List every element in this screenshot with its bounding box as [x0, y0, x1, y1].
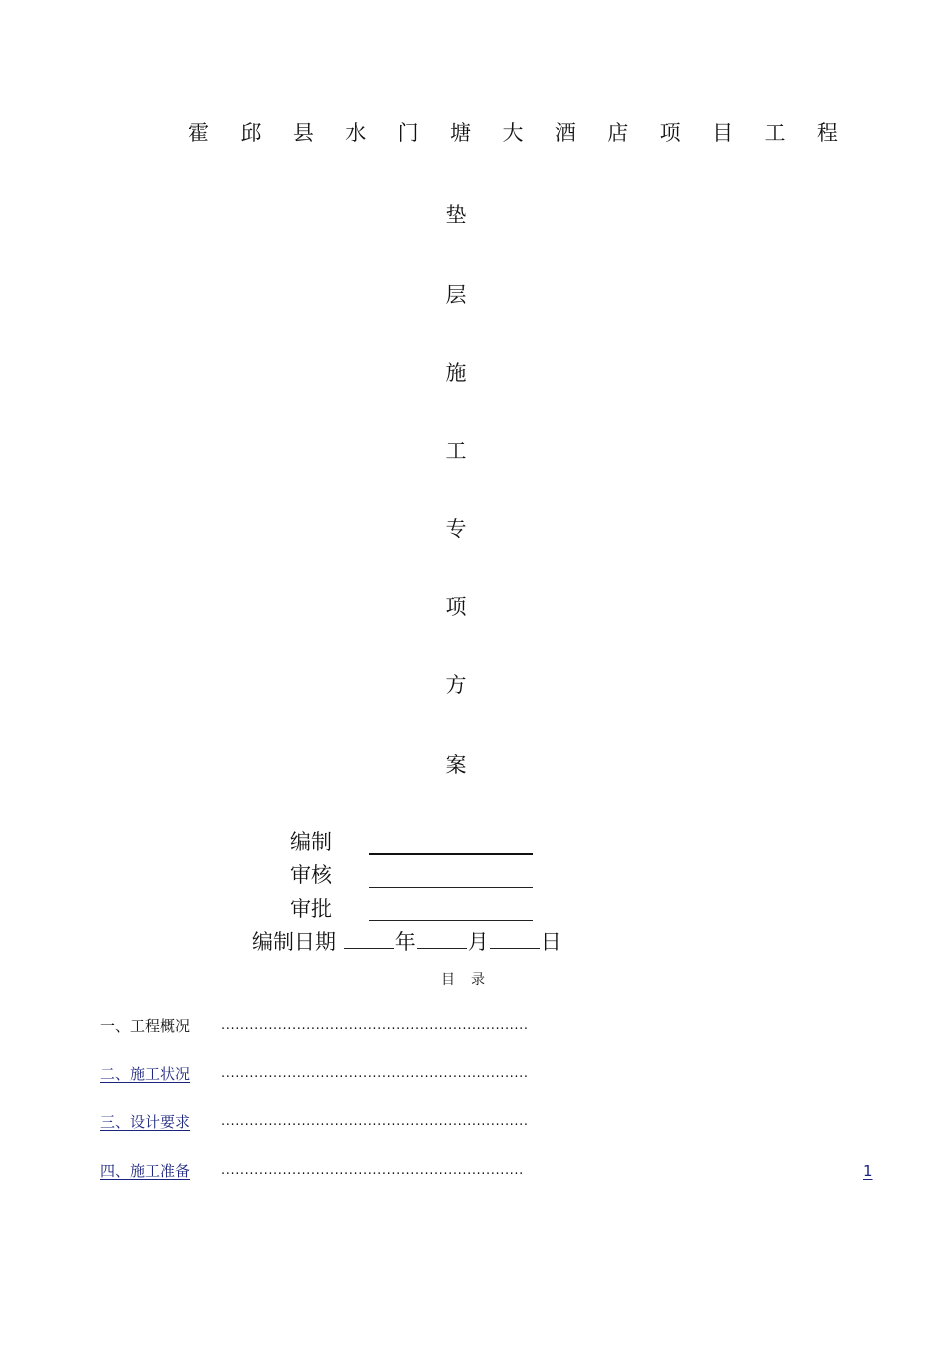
toc-heading: 目录	[441, 972, 501, 988]
project-title-char: 邱	[240, 121, 262, 145]
compiled-label: 编制	[290, 830, 332, 854]
document-title-char: 项	[445, 595, 467, 619]
toc-item-link[interactable]: 二、施工状况	[100, 1065, 191, 1083]
project-title-char: 工	[764, 121, 786, 145]
project-title-char: 项	[659, 121, 681, 145]
reviewed-signature-line	[369, 887, 533, 888]
approved-signature-line	[369, 920, 533, 921]
toc-item[interactable]	[100, 1161, 190, 1181]
project-title-char: 县	[292, 121, 314, 145]
toc-item[interactable]	[100, 1112, 190, 1132]
toc-leader-dots: .................................................................	[221, 1018, 529, 1033]
toc-leader-dots: .................................................................	[221, 1114, 529, 1129]
project-title-char: 水	[345, 121, 367, 145]
project-title-char: 目	[712, 121, 734, 145]
toc-item-label: 一、工程概况	[100, 1017, 191, 1035]
document-title-char: 施	[445, 361, 467, 385]
compile-date-row	[252, 928, 562, 956]
project-title-char: 塘	[450, 121, 472, 145]
year-blank	[344, 928, 394, 949]
day-blank	[490, 928, 540, 949]
date-label: 编制日期	[252, 930, 336, 954]
document-title-char: 垫	[445, 203, 467, 227]
document-title-char: 案	[445, 753, 467, 777]
project-title	[188, 118, 838, 148]
toc-leader-dots: ................................................................	[221, 1163, 524, 1178]
toc-leader-dots: .................................................................	[221, 1066, 529, 1081]
document-title-char: 层	[445, 283, 467, 307]
project-title-char: 霍	[188, 121, 209, 145]
approved-label: 审批	[290, 897, 332, 921]
page-number-link[interactable]: 1	[863, 1162, 873, 1180]
month-label: 月	[467, 930, 489, 954]
document-title-char: 方	[445, 673, 467, 697]
toc-item[interactable]	[100, 1064, 190, 1084]
project-title-char: 大	[502, 121, 524, 145]
reviewed-label: 审核	[290, 863, 332, 887]
toc-item	[100, 1016, 190, 1036]
document-title-char: 专	[445, 517, 467, 541]
project-title-char: 程	[816, 121, 838, 145]
toc-item-link[interactable]: 四、施工准备	[100, 1162, 191, 1180]
project-title-char: 酒	[554, 121, 576, 145]
project-title-char: 店	[607, 121, 629, 145]
year-label: 年	[394, 930, 416, 954]
month-blank	[417, 928, 467, 949]
compiled-signature-line	[369, 853, 533, 855]
toc-item-link[interactable]: 三、设计要求	[100, 1113, 191, 1131]
day-label: 日	[540, 930, 562, 954]
document-title-char: 工	[445, 439, 467, 463]
project-title-char: 门	[397, 121, 419, 145]
